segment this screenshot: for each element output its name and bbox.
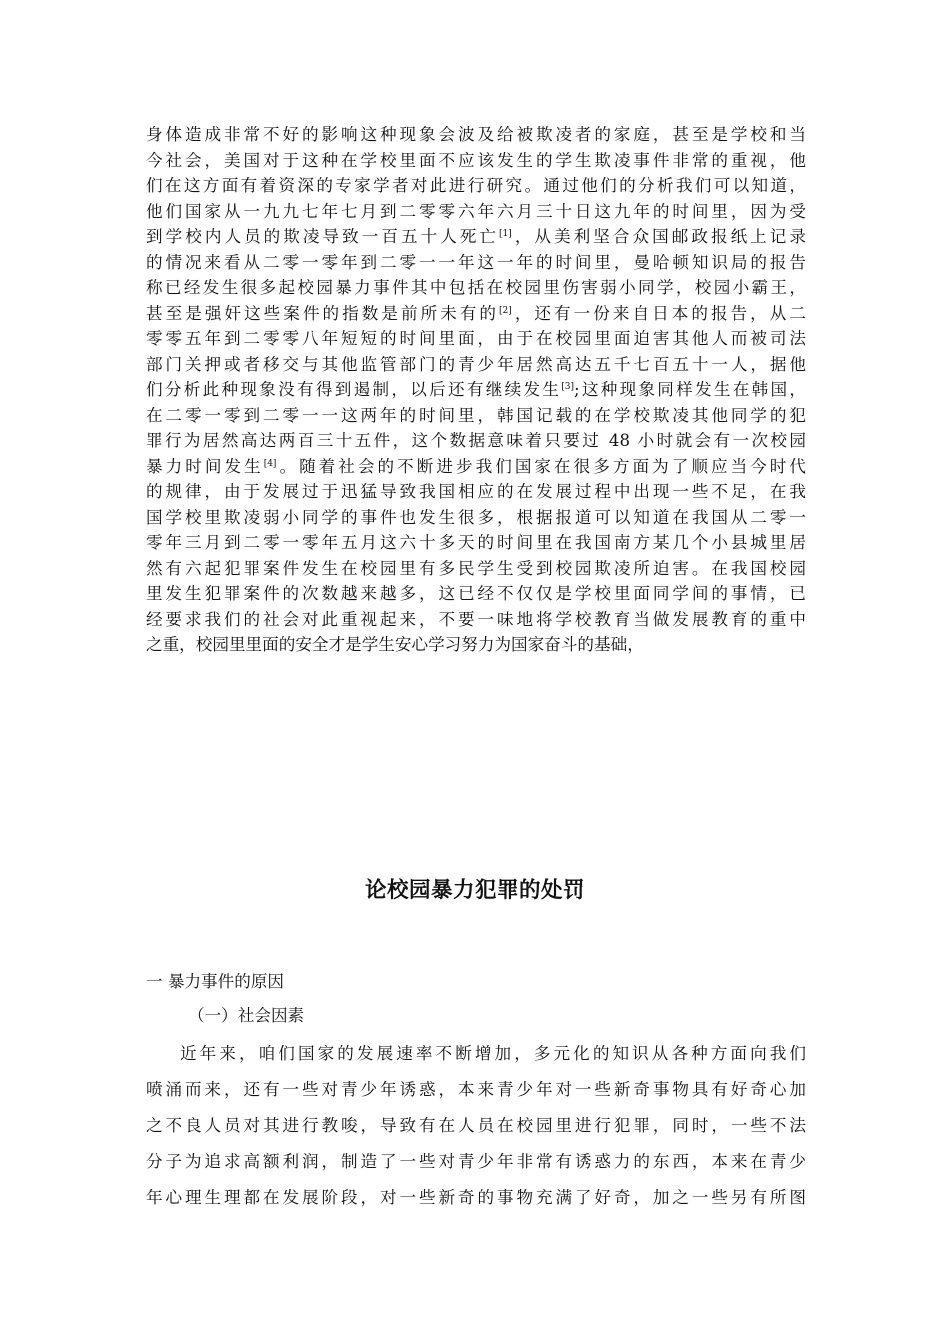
text-line: 们分析此种现象没有得到遏制，以后还有继续发生[3];这种现象同样发生在韩国， [146, 380, 807, 399]
body-paragraph-top [146, 122, 806, 658]
document-title: 论校园暴力犯罪的处罚 [364, 878, 585, 903]
section-heading: 一 暴力事件的原因 [146, 972, 285, 991]
subsection-heading: （一）社会因素 [188, 1006, 305, 1025]
text-line: 经要求我们的社会对此重视起来，不要一味地将学校教育当做发展教育的重中 [146, 609, 806, 629]
text-line: 称已经发生很多起校园暴力事件其中包括在校园里伤害弱小同学，校园小霸王， [146, 278, 806, 297]
text-line: 近年来，咱们国家的发展速率不断增加，多元化的知识从各种方面向我们 [180, 1044, 806, 1063]
text-line: 零零五年到二零零八年短短的时间里面，由于在校园里面迫害其他人而被司法 [146, 329, 806, 348]
citation-3[interactable]: [3] [561, 382, 574, 392]
text-line: 甚至是强奸这些案件的指数是前所未有的[2]，还有一份来自日本的报告，从二 [146, 303, 807, 323]
text-line: 然有六起犯罪案件发生在校园里有多民学生受到校园欺凌所迫害。在我国校园 [146, 558, 806, 578]
text-line: 里发生犯罪案件的次数越来越多，这已经不仅仅是学校里面同学间的事情，已 [146, 584, 806, 603]
text-line: 暴力时间发生[4]。随着社会的不断进步我们国家在很多方面为了顺应当今时代 [146, 456, 807, 476]
text-line: 喷涌而来，还有一些对青少年诱惑，本来青少年对一些新奇事物具有好奇心加 [146, 1080, 806, 1099]
text-line: 分子为追求高额利润，制造了一些对青少年非常有诱惑力的东西，本来在青少 [146, 1152, 806, 1171]
text-line: 的情况来看从二零一零年到二零一一年这一年的时间里，曼哈顿知识局的报告 [146, 252, 806, 272]
text-line: 国学校里欺凌弱小同学的事件也发生很多，根据报道可以知道在我国从二零一 [146, 507, 806, 527]
citation-1[interactable]: [1] [499, 229, 512, 239]
text-line: 今社会，美国对于这种在学校里面不应该发生的学生欺凌事件非常的重视，他 [146, 150, 806, 170]
citation-2[interactable]: [2] [499, 305, 512, 316]
text-line: 们在这方面有着资深的专家学者对此进行研究。通过他们的分析我们可以知道， [146, 176, 806, 195]
text-line: 罪行为居然高达两百三十五件，这个数据意味着只要过 48 小时就会有一次校园 [146, 431, 806, 450]
text-line: 他们国家从一九九七年七月到二零零六年六月三十日这九年的时间里，因为受 [146, 201, 806, 221]
text-line: 到学校内人员的欺凌导致一百五十人死亡[1]，从美利坚合众国邮政报纸上记录 [146, 227, 807, 246]
text-line-last: 之重，校园里里面的安全才是学生安心学习努力为国家奋斗的基础， [146, 635, 644, 654]
body-paragraph-bottom [146, 1041, 806, 1221]
text-line: 之不良人员对其进行教唆，导致有在人员在校园里进行犯罪，同时，一些不法 [146, 1116, 806, 1135]
citation-4[interactable]: [4] [263, 458, 277, 469]
text-line: 零年三月到二零一零年五月这六十多天的时间里在我国南方某几个小县城里居 [146, 533, 806, 552]
text-line: 的规律，由于发展过于迅猛导致我国相应的在发展过程中出现一些不足，在我 [146, 482, 806, 501]
text-line: 年心理生理都在发展阶段，对一些新奇的事物充满了好奇，加之一些另有所图 [146, 1188, 806, 1207]
text-line: 在二零一零到二零一一这两年的时间里，韩国记载的在学校欺凌其他同学的犯 [146, 405, 806, 425]
text-line: 部门关押或者移交与其他监管部门的青少年居然高达五千七百五十一人，据他 [146, 354, 806, 374]
text-line: 身体造成非常不好的影响这种现象会波及给被欺凌者的家庭，甚至是学校和当 [146, 125, 806, 144]
